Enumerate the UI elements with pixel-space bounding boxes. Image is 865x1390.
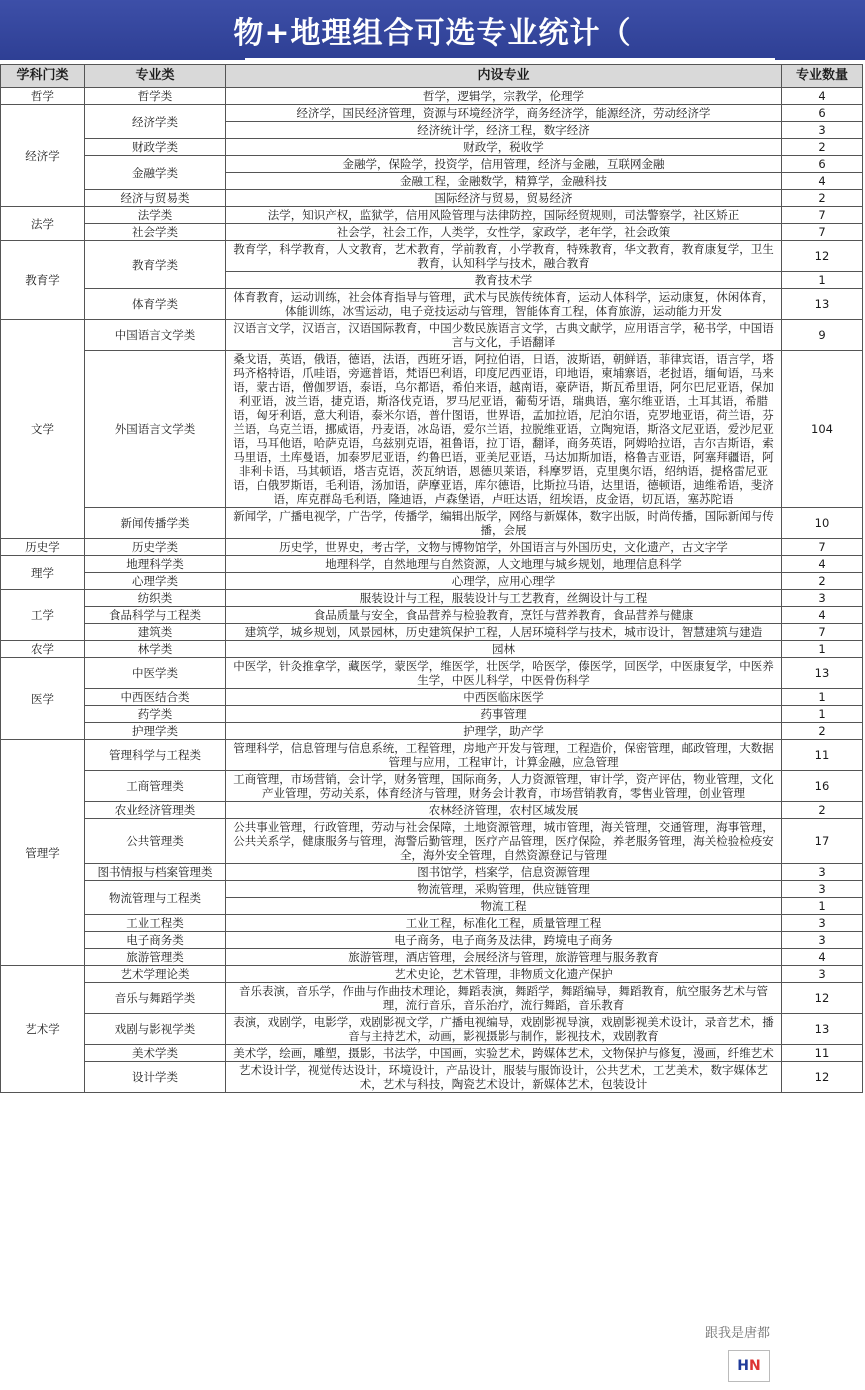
majors-cell: 地理科学，自然地理与自然资源，人文地理与城乡规划，地理信息科学: [226, 556, 782, 573]
category-cell: 电子商务类: [85, 932, 226, 949]
majors-cell: 哲学，逻辑学，宗教学，伦理学: [226, 88, 782, 105]
discipline-cell: 历史学: [1, 539, 85, 556]
category-cell: 林学类: [85, 641, 226, 658]
count-cell: 11: [782, 1045, 863, 1062]
discipline-cell: 法学: [1, 207, 85, 241]
majors-cell: 国际经济与贸易，贸易经济: [226, 190, 782, 207]
majors-cell: 体育教育，运动训练，社会体育指导与管理，武术与民族传统体育，运动人体科学，运动康复，休闲体育，体能训练，冰雪运动，电子竞技运动与管理，智能体育工程，体育旅游，运动能力开发: [226, 289, 782, 320]
discipline-cell: 哲学: [1, 88, 85, 105]
category-cell: 金融学类: [85, 156, 226, 190]
discipline-cell: 农学: [1, 641, 85, 658]
count-cell: 9: [782, 320, 863, 351]
count-cell: 11: [782, 740, 863, 771]
majors-cell: 农林经济管理，农村区域发展: [226, 802, 782, 819]
table-row: [1, 88, 863, 105]
watermark: 跟我是唐都: [705, 1326, 771, 1341]
category-cell: 财政学类: [85, 139, 226, 156]
count-cell: 2: [782, 139, 863, 156]
majors-cell: 心理学，应用心理学: [226, 573, 782, 590]
table-body: [1, 88, 863, 1093]
count-cell: 3: [782, 915, 863, 932]
category-cell: 图书情报与档案管理类: [85, 864, 226, 881]
table-row: [1, 771, 863, 802]
count-cell: 2: [782, 573, 863, 590]
count-cell: 7: [782, 624, 863, 641]
table-row: [1, 351, 863, 508]
table-row: [1, 689, 863, 706]
majors-cell: 表演，戏剧学，电影学，戏剧影视文学，广播电视编导，戏剧影视导演，戏剧影视美术设计，录音艺术，播音与主持艺术，动画，影视摄影与制作，影视技术，戏剧教育: [226, 1014, 782, 1045]
category-cell: 地理科学类: [85, 556, 226, 573]
table-row: [1, 1062, 863, 1093]
table-header-row: [1, 65, 863, 88]
count-cell: 13: [782, 289, 863, 320]
count-cell: 2: [782, 802, 863, 819]
majors-cell: 社会学，社会工作，人类学，女性学，家政学，老年学，社会政策: [226, 224, 782, 241]
table-row: [1, 881, 863, 898]
discipline-cell: 文学: [1, 320, 85, 539]
count-cell: 104: [782, 351, 863, 508]
majors-cell: 公共事业管理，行政管理，劳动与社会保障，土地资源管理，城市管理，海关管理，交通管理，海事管理，公共关系学，健康服务与管理，海警后勤管理，医疗产品管理，医疗保险，养老服务管理，海关检验检疫安全，海外安全管理，自然资源登记与管理: [226, 819, 782, 864]
discipline-cell: 教育学: [1, 241, 85, 320]
table-row: [1, 966, 863, 983]
majors-cell: 物流管理，采购管理，供应链管理: [226, 881, 782, 898]
majors-cell: 工业工程，标准化工程，质量管理工程: [226, 915, 782, 932]
count-cell: 7: [782, 207, 863, 224]
site-logo: HN: [728, 1350, 770, 1382]
table-row: [1, 740, 863, 771]
category-cell: 食品科学与工程类: [85, 607, 226, 624]
count-cell: 12: [782, 983, 863, 1014]
count-cell: 3: [782, 590, 863, 607]
count-cell: 3: [782, 122, 863, 139]
table-row: [1, 320, 863, 351]
majors-cell: 金融工程，金融数学，精算学，金融科技: [226, 173, 782, 190]
count-cell: 3: [782, 864, 863, 881]
majors-cell: 艺术设计学，视觉传达设计，环境设计，产品设计，服装与服饰设计，公共艺术，工艺美术，数字媒体艺术，艺术与科技，陶瓷艺术设计，新媒体艺术，包装设计: [226, 1062, 782, 1093]
table-row: [1, 819, 863, 864]
count-cell: 6: [782, 156, 863, 173]
majors-cell: 汉语言文学，汉语言，汉语国际教育，中国少数民族语言文学，古典文献学，应用语言学，秘书学，中国语言与文化，手语翻译: [226, 320, 782, 351]
table-row: [1, 105, 863, 122]
majors-cell: 中医学，针灸推拿学，藏医学，蒙医学，维医学，壮医学，哈医学，傣医学，回医学，中医康复学，中医养生学，中医儿科学，中医骨伤科学: [226, 658, 782, 689]
table-row: [1, 949, 863, 966]
category-cell: 建筑类: [85, 624, 226, 641]
category-cell: 管理科学与工程类: [85, 740, 226, 771]
table-row: [1, 932, 863, 949]
table-row: [1, 207, 863, 224]
count-cell: 1: [782, 689, 863, 706]
category-cell: 纺织类: [85, 590, 226, 607]
category-cell: 药学类: [85, 706, 226, 723]
majors-cell: 中西医临床医学: [226, 689, 782, 706]
header-majors: 内设专业: [226, 65, 782, 88]
category-cell: 经济与贸易类: [85, 190, 226, 207]
count-cell: 6: [782, 105, 863, 122]
table-row: [1, 1045, 863, 1062]
category-cell: 历史学类: [85, 539, 226, 556]
category-cell: 旅游管理类: [85, 949, 226, 966]
majors-cell: 法学，知识产权，监狱学，信用风险管理与法律防控，国际经贸规则，司法警察学，社区矫正: [226, 207, 782, 224]
count-cell: 2: [782, 723, 863, 740]
table-row: [1, 802, 863, 819]
count-cell: 13: [782, 1014, 863, 1045]
category-cell: 新闻传播学类: [85, 508, 226, 539]
count-cell: 1: [782, 272, 863, 289]
table-row: [1, 641, 863, 658]
page-title: 物+地理组合可选专业统计（: [233, 16, 632, 51]
category-cell: 护理学类: [85, 723, 226, 740]
table-row: [1, 139, 863, 156]
count-cell: 7: [782, 224, 863, 241]
count-cell: 1: [782, 706, 863, 723]
category-cell: 中国语言文学类: [85, 320, 226, 351]
majors-cell: 旅游管理，酒店管理，会展经济与管理，旅游管理与服务教育: [226, 949, 782, 966]
count-cell: 1: [782, 641, 863, 658]
table-row: [1, 241, 863, 272]
majors-cell: 护理学，助产学: [226, 723, 782, 740]
title-banner: [0, 0, 865, 60]
count-cell: 13: [782, 658, 863, 689]
header-count: 专业数量: [782, 65, 863, 88]
majors-cell: 教育技术学: [226, 272, 782, 289]
majors-cell: 音乐表演，音乐学，作曲与作曲技术理论，舞蹈表演，舞蹈学，舞蹈编导，舞蹈教育，航空服务艺术与管理，流行音乐，音乐治疗，流行舞蹈，音乐教育: [226, 983, 782, 1014]
table-row: [1, 539, 863, 556]
category-cell: 物流管理与工程类: [85, 881, 226, 915]
discipline-cell: 理学: [1, 556, 85, 590]
majors-cell: 管理科学，信息管理与信息系统，工程管理，房地产开发与管理，工程造价，保密管理，邮政管理，大数据管理与应用，工程审计，计算金融，应急管理: [226, 740, 782, 771]
count-cell: 3: [782, 966, 863, 983]
majors-cell: 图书馆学，档案学，信息资源管理: [226, 864, 782, 881]
count-cell: 7: [782, 539, 863, 556]
category-cell: 法学类: [85, 207, 226, 224]
table-row: [1, 224, 863, 241]
majors-cell: 电子商务，电子商务及法律，跨境电子商务: [226, 932, 782, 949]
category-cell: 工商管理类: [85, 771, 226, 802]
count-cell: 1: [782, 898, 863, 915]
count-cell: 4: [782, 173, 863, 190]
table-row: [1, 190, 863, 207]
category-cell: 设计学类: [85, 1062, 226, 1093]
count-cell: 3: [782, 881, 863, 898]
majors-cell: 服装设计与工程，服装设计与工艺教育，丝绸设计与工程: [226, 590, 782, 607]
count-cell: 17: [782, 819, 863, 864]
majors-table: [0, 64, 863, 1093]
discipline-cell: 经济学: [1, 105, 85, 207]
count-cell: 12: [782, 1062, 863, 1093]
category-cell: 中医学类: [85, 658, 226, 689]
table-row: [1, 983, 863, 1014]
category-cell: 心理学类: [85, 573, 226, 590]
header-discipline: 学科门类: [1, 65, 85, 88]
category-cell: 外国语言文学类: [85, 351, 226, 508]
table-row: [1, 915, 863, 932]
majors-cell: 艺术史论，艺术管理，非物质文化遗产保护: [226, 966, 782, 983]
count-cell: 10: [782, 508, 863, 539]
count-cell: 4: [782, 607, 863, 624]
count-cell: 12: [782, 241, 863, 272]
majors-cell: 食品质量与安全，食品营养与检验教育，烹饪与营养教育，食品营养与健康: [226, 607, 782, 624]
majors-cell: 工商管理，市场营销，会计学，财务管理，国际商务，人力资源管理，审计学，资产评估，物业管理，文化产业管理，劳动关系，体育经济与管理，财务会计教育，市场营销教育，零售业管理，创业管理: [226, 771, 782, 802]
majors-cell: 园林: [226, 641, 782, 658]
table-row: [1, 723, 863, 740]
count-cell: 2: [782, 190, 863, 207]
majors-cell: 金融学，保险学，投资学，信用管理，经济与金融，互联网金融: [226, 156, 782, 173]
majors-cell: 财政学，税收学: [226, 139, 782, 156]
category-cell: 公共管理类: [85, 819, 226, 864]
majors-cell: 桑戈语，英语，俄语，德语，法语，西班牙语，阿拉伯语，日语，波斯语，朝鲜语，菲律宾语，语言学，塔玛齐格特语，爪哇语，旁遮普语，梵语巴利语，印度尼西亚语，印地语，柬埔寨语，老挝语，缅甸语，马来语，蒙古语，僧伽罗语，泰语，乌尔都语，希伯来语，越南语，豪萨语，斯瓦希里语，阿尔巴尼亚语，保加利亚语，波兰语，捷克语，斯洛伐克语，罗马尼亚语，葡萄牙语，瑞典语，塞尔维亚语，土耳其语，希腊语，匈牙利语，意大利语，泰米尔语，普什图语，世界语，孟加拉语，尼泊尔语，克罗地亚语，荷兰语，芬兰语，乌克兰语，挪威语，丹麦语，冰岛语，爱尔兰语，拉脱维亚语，立陶宛语，斯洛文尼亚语，爱沙尼亚语，马耳他语，哈萨克语，乌兹别克语，祖鲁语，拉丁语，翻译，商务英语，阿姆哈拉语，吉尔吉斯语，索马里语，土库曼语，加泰罗尼亚语，约鲁巴语，亚美尼亚语，马达加斯加语，格鲁吉亚语，阿塞拜疆语，阿非利卡语，马其顿语，塔吉克语，茨瓦纳语，恩德贝莱语，科摩罗语，克里奥尔语，绍纳语，提格雷尼亚语，白俄罗斯语，毛利语，汤加语，萨摩亚语，库尔德语，比斯拉马语，达里语，德顿语，迪维希语，斐济语，库克群岛毛利语，隆迪语，卢森堡语，卢旺达语，纽埃语，皮金语，切瓦语，塞苏陀语: [226, 351, 782, 508]
category-cell: 教育学类: [85, 241, 226, 289]
majors-cell: 经济学，国民经济管理，资源与环境经济学，商务经济学，能源经济，劳动经济学: [226, 105, 782, 122]
category-cell: 工业工程类: [85, 915, 226, 932]
category-cell: 音乐与舞蹈学类: [85, 983, 226, 1014]
count-cell: 4: [782, 88, 863, 105]
table-row: [1, 607, 863, 624]
table-row: [1, 658, 863, 689]
category-cell: 哲学类: [85, 88, 226, 105]
majors-cell: 美术学，绘画，雕塑，摄影，书法学，中国画，实验艺术，跨媒体艺术，文物保护与修复，漫画，纤维艺术: [226, 1045, 782, 1062]
table-row: [1, 508, 863, 539]
category-cell: 社会学类: [85, 224, 226, 241]
table-row: [1, 556, 863, 573]
table-row: [1, 624, 863, 641]
category-cell: 体育学类: [85, 289, 226, 320]
majors-cell: 经济统计学，经济工程，数字经济: [226, 122, 782, 139]
category-cell: 经济学类: [85, 105, 226, 139]
majors-cell: 教育学，科学教育，人文教育，艺术教育，学前教育，小学教育，特殊教育，华文教育，教育康复学，卫生教育，认知科学与技术，融合教育: [226, 241, 782, 272]
category-cell: 农业经济管理类: [85, 802, 226, 819]
category-cell: 戏剧与影视学类: [85, 1014, 226, 1045]
table-row: [1, 1014, 863, 1045]
table-row: [1, 573, 863, 590]
category-cell: 美术学类: [85, 1045, 226, 1062]
discipline-cell: 管理学: [1, 740, 85, 966]
majors-cell: 建筑学，城乡规划，风景园林，历史建筑保护工程，人居环境科学与技术，城市设计，智慧建筑与建造: [226, 624, 782, 641]
discipline-cell: 工学: [1, 590, 85, 641]
table-row: [1, 864, 863, 881]
count-cell: 4: [782, 556, 863, 573]
count-cell: 3: [782, 932, 863, 949]
majors-cell: 新闻学，广播电视学，广告学，传播学，编辑出版学，网络与新媒体，数字出版，时尚传播，国际新闻与传播，会展: [226, 508, 782, 539]
majors-cell: 物流工程: [226, 898, 782, 915]
discipline-cell: 医学: [1, 658, 85, 740]
table-row: [1, 590, 863, 607]
table-row: [1, 706, 863, 723]
discipline-cell: 艺术学: [1, 966, 85, 1093]
category-cell: 中西医结合类: [85, 689, 226, 706]
count-cell: 16: [782, 771, 863, 802]
table-row: [1, 156, 863, 173]
majors-cell: 历史学，世界史，考古学，文物与博物馆学，外国语言与外国历史，文化遗产，古文字学: [226, 539, 782, 556]
header-category: 专业类: [85, 65, 226, 88]
category-cell: 艺术学理论类: [85, 966, 226, 983]
table-row: [1, 289, 863, 320]
count-cell: 4: [782, 949, 863, 966]
majors-cell: 药事管理: [226, 706, 782, 723]
